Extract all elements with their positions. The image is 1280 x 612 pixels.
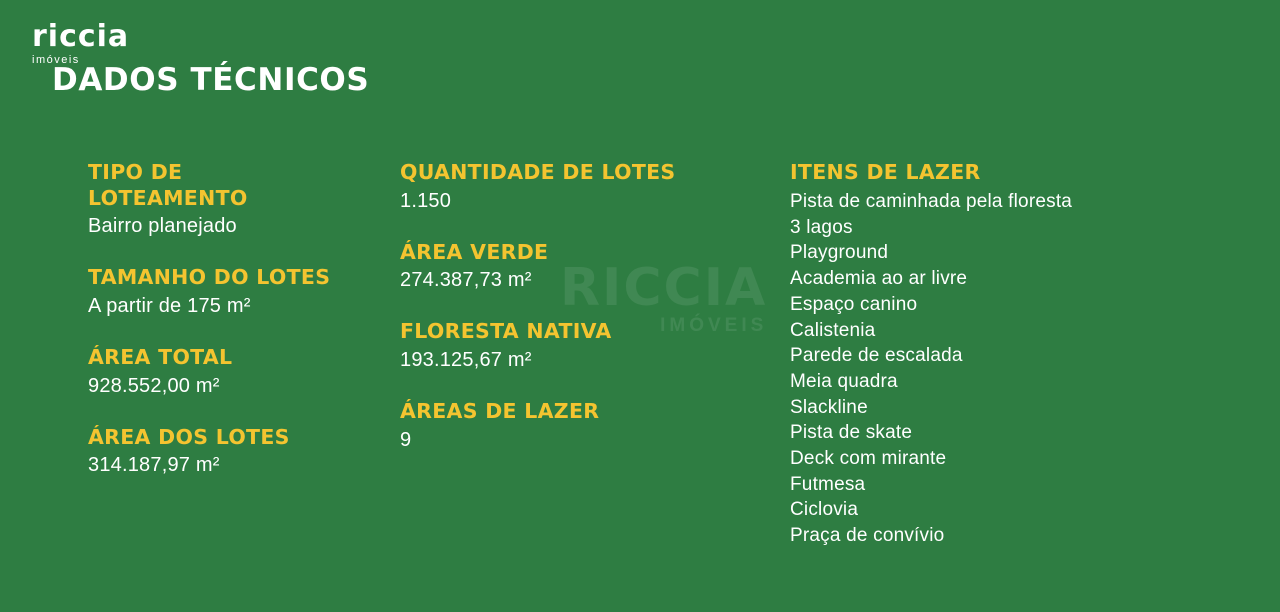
field-label: ÁREA DOS LOTES [88, 424, 290, 449]
list-item: Ciclovia [790, 499, 859, 521]
field-area-verde [400, 240, 728, 294]
field-label: ÁREAS DE LAZER [400, 398, 600, 423]
list-item: Futmesa [790, 473, 866, 495]
field-label: ÁREA TOTAL [88, 344, 233, 369]
list-item: Calistenia [790, 319, 876, 341]
field-value: 274.387,73 m² [400, 269, 532, 292]
field-value: 9 [400, 428, 412, 451]
field-value: 314.187,97 m² [88, 454, 220, 477]
field-label: ÁREA VERDE [400, 239, 549, 264]
list-item: Espaço canino [790, 293, 918, 315]
brand-logo [32, 19, 332, 66]
watermark-sub: IMÓVEIS [660, 315, 768, 336]
list-item: Academia ao ar livre [790, 268, 968, 290]
list-item: 3 lagos [790, 216, 853, 238]
data-columns [0, 160, 1280, 549]
list-item: Meia quadra [790, 370, 898, 392]
field-floresta-nativa [400, 319, 728, 373]
field-value: Bairro planejado [88, 215, 237, 238]
field-label: FLORESTA NATIVA [400, 319, 612, 344]
field-tamanho-do-lotes [88, 265, 348, 319]
field-label: TAMANHO DO LOTES [88, 265, 331, 290]
brand-wordmark: riccia [32, 19, 130, 54]
amenities-list [790, 189, 1280, 549]
list-item: Praça de convívio [790, 525, 945, 547]
field-value: 928.552,00 m² [88, 374, 220, 397]
column-left [0, 160, 348, 549]
field-value: 1.150 [400, 189, 452, 212]
brand-tagline: imóveis [32, 54, 80, 66]
column-middle [348, 160, 728, 549]
list-item: Deck com mirante [790, 448, 947, 470]
list-item: Parede de escalada [790, 345, 963, 367]
list-item: Slackline [790, 396, 868, 418]
list-item: Playground [790, 242, 889, 264]
field-area-total [88, 345, 348, 399]
amenities-title: ITENS DE LAZER [790, 160, 981, 184]
field-quantidade-de-lotes [400, 160, 728, 214]
field-label: TIPO DE LOTEAMENTO [88, 160, 248, 210]
list-item: Pista de skate [790, 422, 913, 444]
page-title: DADOS TÉCNICOS [52, 62, 370, 98]
field-label: QUANTIDADE DE LOTES [400, 160, 676, 184]
field-area-dos-lotes [88, 425, 348, 479]
column-right [728, 160, 1280, 549]
field-areas-de-lazer [400, 399, 728, 453]
watermark-mark: RICCIA [560, 258, 768, 318]
list-item: Pista de caminhada pela floresta [790, 191, 1073, 212]
field-value: 193.125,67 m² [400, 348, 532, 371]
field-tipo-de-loteamento [88, 160, 348, 239]
field-value: A partir de 175 m² [88, 294, 251, 317]
